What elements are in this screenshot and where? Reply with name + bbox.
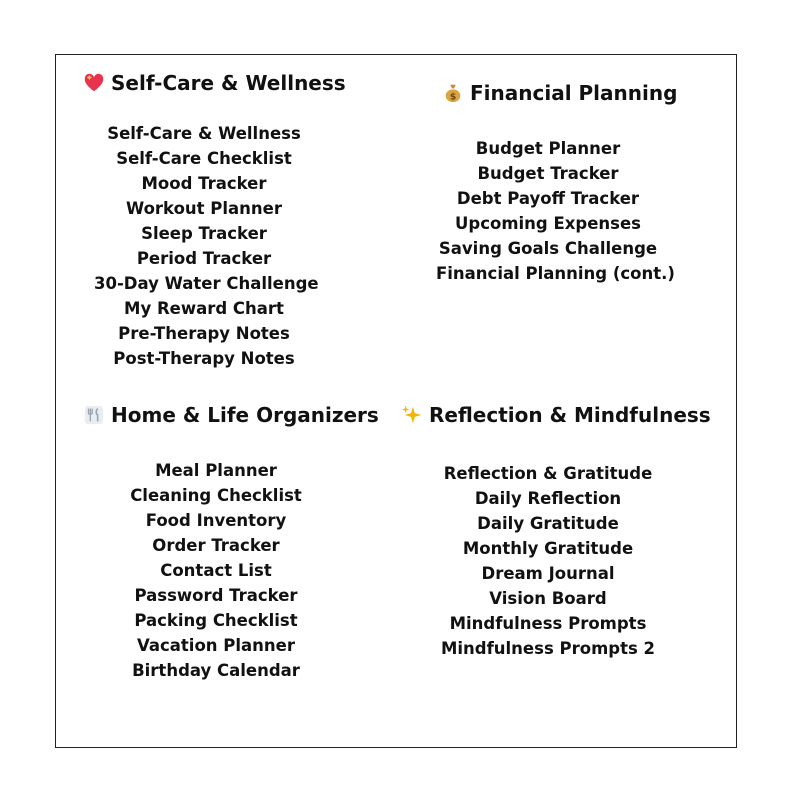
list-item: Dream Journal (481, 564, 615, 583)
list-item: Daily Gratitude (477, 514, 619, 533)
list-item: Order Tracker (152, 536, 280, 555)
list-item: Saving Goals Challenge (438, 239, 658, 258)
list-item: Sleep Tracker (141, 224, 267, 243)
list-item: Debt Payoff Tracker (456, 189, 640, 208)
svg-text:$: $ (449, 91, 457, 103)
item-list-self-care (94, 121, 319, 371)
list-item: Budget Tracker (477, 164, 619, 183)
list-item: Budget Planner (475, 139, 621, 158)
section-title-reflection (401, 403, 711, 427)
item-list-financial (436, 136, 675, 286)
section-title-text: Reflection & Mindfulness (429, 403, 711, 427)
fork-knife-plate-icon (83, 404, 105, 426)
list-item: Contact List (160, 561, 272, 580)
section-title-self-care (83, 71, 346, 95)
list-item: Self-Care & Wellness (107, 124, 301, 143)
list-item: 30-Day Water Challenge (94, 274, 319, 293)
list-item: Mindfulness Prompts 2 (440, 639, 656, 658)
money-bag-icon (442, 82, 464, 104)
list-item: Self-Care Checklist (116, 149, 292, 168)
list-item: Monthly Gratitude (462, 539, 634, 558)
list-item: Financial Planning (cont.) (436, 264, 675, 283)
section-title-home-life (83, 403, 379, 427)
sparkling-heart-icon (83, 72, 105, 94)
list-item: Post-Therapy Notes (113, 349, 295, 368)
section-title-financial (442, 81, 677, 105)
item-list-reflection (436, 461, 660, 661)
list-item: Mindfulness Prompts (449, 614, 647, 633)
section-title-text: Home & Life Organizers (111, 403, 379, 427)
list-item: Meal Planner (155, 461, 277, 480)
sparkles-icon (401, 404, 423, 426)
list-item: Food Inventory (145, 511, 287, 530)
list-item: My Reward Chart (124, 299, 284, 318)
list-item: Vacation Planner (137, 636, 295, 655)
list-item: Reflection & Gratitude (443, 464, 653, 483)
list-item: Mood Tracker (141, 174, 267, 193)
list-item: Packing Checklist (134, 611, 298, 630)
section-title-text: Financial Planning (470, 81, 678, 105)
list-item: Period Tracker (136, 249, 272, 268)
list-item: Password Tracker (134, 586, 298, 605)
list-item: Vision Board (489, 589, 607, 608)
section-title-text: Self-Care & Wellness (111, 71, 346, 95)
list-item: Pre-Therapy Notes (118, 324, 290, 343)
list-item: Birthday Calendar (132, 661, 300, 680)
list-item: Daily Reflection (474, 489, 622, 508)
list-item: Cleaning Checklist (130, 486, 302, 505)
list-item: Workout Planner (125, 199, 283, 218)
item-list-home-life (106, 458, 326, 683)
list-item: Upcoming Expenses (455, 214, 641, 233)
